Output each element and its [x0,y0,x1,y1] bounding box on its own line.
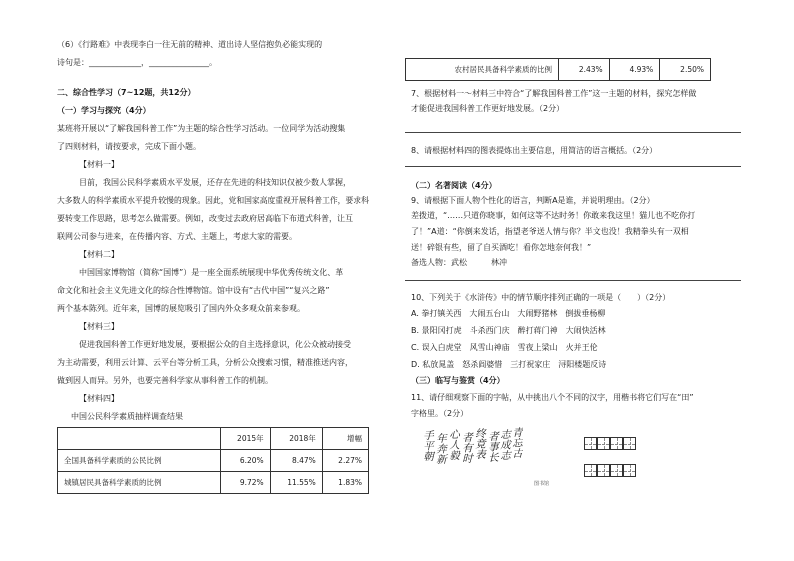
calligraphy-column: 心人毅 [448,429,460,461]
material3-line1: 促进我国科普工作更好地发展，要根据公众的自主选择意识，化公众被动接受 [79,340,351,349]
table-cell: 8.47% [270,450,322,472]
table-header-row [58,428,369,450]
table-row [58,472,369,494]
table-header-cell: 增幅 [322,428,368,450]
table-cell: 2.50% [660,59,711,81]
survey-table [57,427,369,494]
table-cell: 6.20% [221,450,271,472]
material3-line2: 为主动需要，利用云计算、云平台等分析工具，分析公众搜索习惯，精准推送内容， [57,358,353,367]
material2-line1: 中国国家博物馆（简称“国博”）是一座全面系统展现中华优秀传统文化、革 [79,268,344,277]
tianzige-cell[interactable] [623,437,636,450]
table-cell: 4.93% [609,59,660,81]
tianzige-cell[interactable] [597,464,610,477]
tianzige-cell[interactable] [584,437,597,450]
tianzige-cell[interactable] [584,464,597,477]
q11-line2: 字格里。（2分） [411,409,469,418]
calligraphy-caption: 图书馆 [534,481,550,487]
material3-title: 【材料三】 [79,322,119,331]
calligraphy-column: 者事长 [487,431,499,463]
q6-line1: （6）《行路难》中表现李白一往无前的精神、道出诗人坚信抱负必能实现的 [57,40,323,49]
table-header-cell: 2015年 [221,428,271,450]
section2-title: 二、综合性学习（7~12题，共12分） [57,88,196,97]
calligraphy-column: 者有时 [461,432,473,464]
calligraphy-column: 手平朝 [422,430,434,462]
calligraphy-column: 青忘古 [511,427,523,459]
part2-title: （二）名著阅读（4分） [411,181,497,190]
material2-line2: 命文化和社会主义先进文化的综合性博物馆。馆中设有“古代中国”“复兴之路” [57,286,330,295]
table-cell: 农村居民具备科学素质的比例 [406,59,559,81]
material1-title: 【材料一】 [79,160,119,169]
q10-option-a: A. 拳打镇关西 大闹五台山 大闹野猪林 倒拔垂杨柳 [411,309,606,318]
q9-line4: 送！碎银有些，留了自买酒吃！看你怎地奈何我！” [411,243,592,252]
q6-line2: 诗句是：_____________，_______________。 [57,58,217,67]
q11-line1: 11、请仔细观察下面的字帖，从中挑出八个不同的汉字，用楷书将它们写在“田” [411,393,694,402]
calligraphy-column: 志成志 [499,429,511,461]
table-cell: 全国具备科学素质的公民比例 [58,450,221,472]
table-cell: 11.55% [270,472,322,494]
q9-line2: 差拨道，“……只道你晓事，如何这等不达时务！你敢来我这里！猫儿也不吃你打 [411,211,696,220]
table-cell: 1.83% [322,472,368,494]
q10-text: 10、下列关于《水浒传》中的情节顺序排列正确的一项是（ ）（2分） [411,293,671,302]
intro-line1: 某班将开展以“了解我国科普工作”为主题的综合性学习活动。一位同学为活动搜集 [57,124,346,133]
table-cell: 2.43% [559,59,610,81]
q7-line1: 7、根据材料一～材料三中符合“了解我国科普工作”这一主题的材料，探究怎样做 [411,89,697,98]
q9-option-2: 林冲 [491,258,507,267]
tianzige-cell[interactable] [610,437,623,450]
survey-table-continued [405,58,711,81]
material1-line2: 大多数人的科学素质水平提升较慢的现象。因此，党和国家高度重视开展科普工作，要求科 [57,196,369,205]
tianzige-cell[interactable] [597,437,610,450]
calligraphy-column: 年奔新 [435,433,447,465]
calligraphy-column: 终竟表 [474,428,486,460]
q9-options: 备选人物：武松 [411,258,467,267]
material2-line3: 两个基本陈列。近年来，国博的展览吸引了国内外众多观众前来参观。 [57,304,305,313]
material2-title: 【材料二】 [79,250,119,259]
q7-answer-line [405,132,741,133]
material1-line1: 目前，我国公民科学素质水平发展，还存在先进的科技知识仅被少数人掌握， [79,178,351,187]
table-cell: 9.72% [221,472,271,494]
table-header-cell [58,428,221,450]
table-row [58,450,369,472]
table-cell: 2.27% [322,450,368,472]
material4-title: 【材料四】 [79,394,119,403]
material1-line3: 要转变工作思路，思考怎么做需要。例如，改变过去政府居高临下布道式科普，让互 [57,214,353,223]
part1-title: （一）学习与探究（4分） [57,106,151,115]
material3-line3: 做到因人而异。另外，也要完善科学家从事科普工作的机制。 [57,376,273,385]
table-cell: 城镇居民具备科学素质的比例 [58,472,221,494]
tianzige-cell[interactable] [610,464,623,477]
q8-answer-line [405,166,741,167]
q9-line3: 了！”A道：“你倒来发话，指望老爷送人情与你？半文也没！我精拳头有一双相 [411,227,689,236]
calligraphy-sample [422,427,523,490]
table-header-cell: 2018年 [270,428,322,450]
q9-line1: 9、请根据下面人物个性化的语言，判断A是谁，并说明理由。（2分） [411,196,655,205]
tianzige-cell[interactable] [623,464,636,477]
q10-option-c: C. 误入白虎堂 风雪山神庙 雪夜上梁山 火并王伦 [411,343,598,352]
material1-line4: 联网公司参与进来，在传播内容、方式、主题上，考虑大家的需要。 [57,232,297,241]
table-title: 中国公民科学素质抽样调查结果 [71,412,183,421]
part3-title: （三）临写与鉴赏（4分） [411,376,505,385]
q10-option-b: B. 景阳冈打虎 斗杀西门庆 醉打蒋门神 大闹快活林 [411,326,606,335]
table-row [406,59,711,81]
q10-option-d: D. 私放晁盖 怒杀阎婆惜 三打祝家庄 浔阳楼题反诗 [411,360,607,369]
q9-answer-line [405,280,741,281]
intro-line2: 了四则材料，请按要求，完成下面小题。 [57,142,201,151]
q8-text: 8、请根据材料四的图表提炼出主要信息，用简洁的语言概括。（2分） [411,146,658,155]
q7-line2: 才能促进我国科普工作更好地发展。（2分） [411,104,565,113]
